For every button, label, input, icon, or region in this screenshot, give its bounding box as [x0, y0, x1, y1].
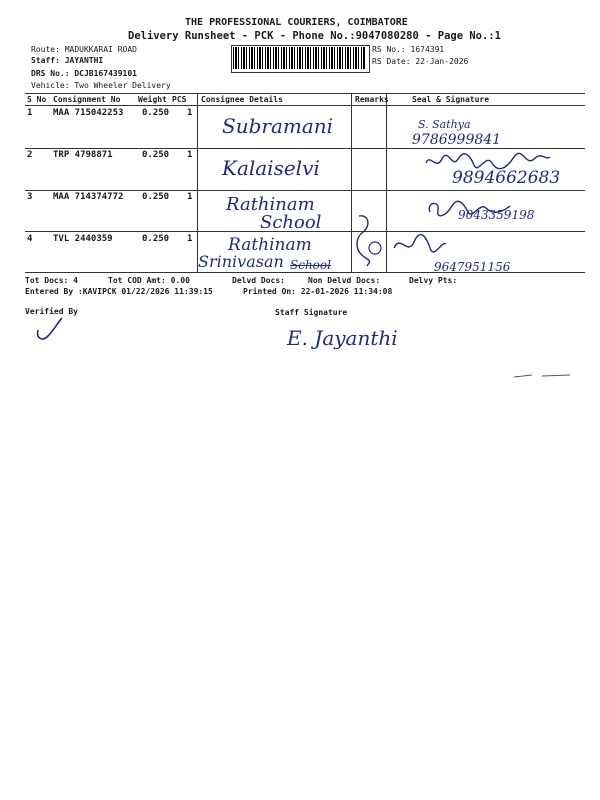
barcode-image [233, 47, 366, 69]
row-consignment-no: MAA 715042253 [53, 108, 124, 118]
row-weight: 0.250 [142, 108, 170, 118]
remarks-signature [345, 210, 385, 270]
consignee-handwriting: Srinivasan [198, 252, 284, 271]
col-header-sno: S No [27, 95, 47, 104]
row-weight: 0.250 [142, 234, 170, 244]
signature-scribble [390, 230, 450, 260]
row-consignment-no: MAA 714374772 [53, 192, 124, 202]
row-sno: 2 [27, 150, 33, 160]
delivery-points: Delvy Pts: [409, 276, 458, 285]
seal-signature-phone: 9894662683 [452, 168, 561, 188]
col-header-consignment: Consignment No [53, 95, 121, 104]
total-cod-amount: Tot COD Amt: 0.00 [108, 276, 190, 285]
consignee-handwriting: Rathinam [228, 235, 312, 255]
row-pcs: 1 [187, 150, 193, 160]
seal-signature-phone: 9786999841 [412, 132, 502, 148]
stray-pen-mark [512, 371, 572, 381]
seal-signature-phone: 9647951156 [434, 260, 511, 274]
consignee-handwriting: Rathinam [226, 194, 315, 215]
struck-consignee-text: School [290, 258, 331, 272]
column-divider [386, 93, 387, 272]
row-pcs: 1 [187, 234, 193, 244]
row-sno: 3 [27, 192, 33, 202]
printed-on: Printed On: 22-01-2026 11:34:08 [243, 287, 393, 296]
route-label: Route: MADUKKARAI ROAD [31, 45, 137, 54]
verified-by-label: Verified By [25, 307, 78, 316]
col-header-seal-signature: Seal & Signature [412, 95, 490, 104]
row-consignment-no: TRP 4798871 [53, 150, 113, 160]
rs-date-label: RS Date: 22-Jan-2026 [372, 57, 469, 66]
rs-no-label: RS No.: 1674391 [372, 45, 445, 54]
seal-signature-phone: 9043359198 [458, 208, 535, 222]
non-delivered-docs: Non Delvd Docs: [308, 276, 381, 285]
consignee-handwriting: Subramani [222, 114, 334, 138]
row-weight: 0.250 [142, 150, 170, 160]
row-pcs: 1 [187, 108, 193, 118]
col-header-weight: Weight [138, 95, 167, 104]
row-pcs: 1 [187, 192, 193, 202]
seal-signature-name: S. Sathya [418, 118, 471, 131]
column-divider [197, 93, 198, 272]
row-weight: 0.250 [142, 192, 170, 202]
col-header-pcs: PCS [172, 95, 187, 104]
table-header-border [25, 105, 585, 106]
row-sno: 4 [27, 234, 33, 244]
staff-signature: E. Jayanthi [287, 326, 398, 350]
row-divider [25, 148, 585, 149]
runsheet-subtitle: Delivery Runsheet - PCK - Phone No.:9047080280 - Page No.:1 [128, 30, 501, 42]
col-header-consignee: Consignee Details [201, 95, 283, 104]
delivered-docs: Delvd Docs: [232, 276, 285, 285]
row-divider [25, 190, 585, 191]
total-docs: Tot Docs: 4 [25, 276, 78, 285]
staff-label: Staff: JAYANTHI [31, 56, 104, 65]
vehicle-label: Vehicle: Two Wheeler Delivery [31, 81, 171, 90]
row-sno: 1 [27, 108, 33, 118]
entered-by: Entered By :KAVIPCK 01/22/2026 11:39:15 [25, 287, 213, 296]
staff-signature-label: Staff Signature [275, 308, 348, 317]
consignee-handwriting: School [260, 212, 322, 233]
table-top-border [25, 93, 585, 94]
consignee-handwriting: Kalaiselvi [222, 156, 320, 180]
verified-checkmark-signature [34, 316, 64, 342]
drs-no-label: DRS No.: DCJB167439101 [31, 69, 137, 78]
col-header-remarks: Remarks [355, 95, 389, 104]
company-title: THE PROFESSIONAL COURIERS, COIMBATORE [185, 17, 408, 28]
row-consignment-no: TVL 2440359 [53, 234, 113, 244]
